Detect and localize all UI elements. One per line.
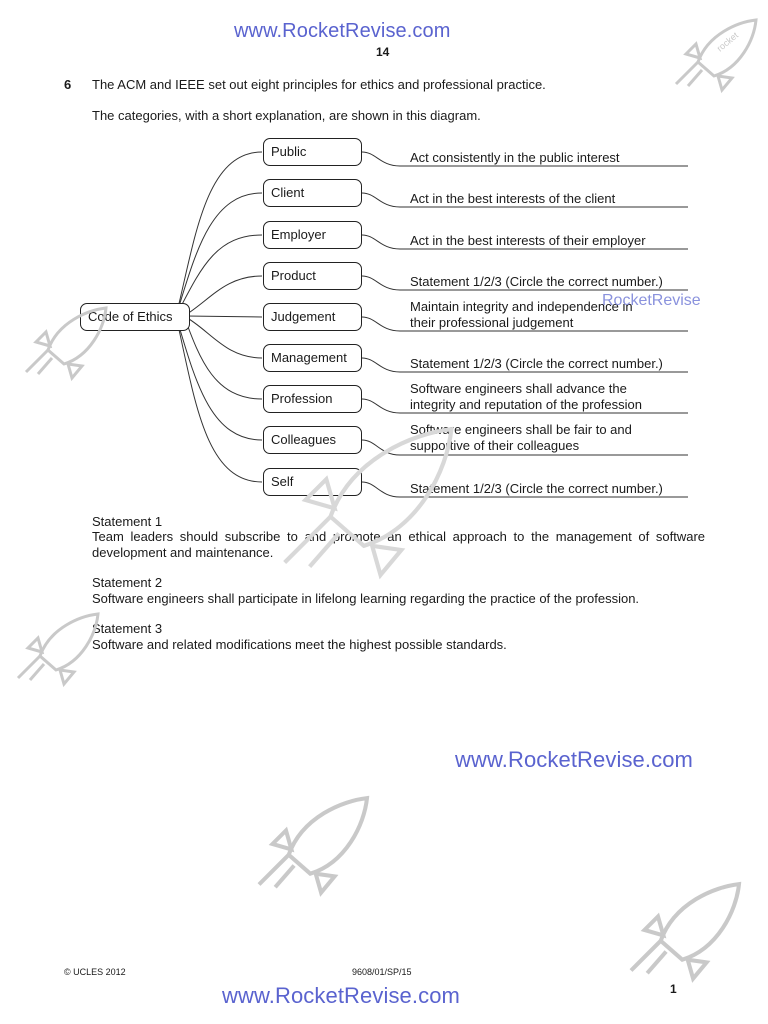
explanation-client: Act in the best interests of the client bbox=[410, 191, 616, 206]
rocket-watermark-icon bbox=[248, 790, 378, 898]
rocket-watermark-icon bbox=[268, 410, 468, 590]
explanation-employer: Act in the best interests of their employer bbox=[410, 233, 646, 248]
branch-node-client: Client bbox=[263, 179, 362, 207]
header-watermark-url[interactable]: www.RocketRevise.com bbox=[234, 20, 451, 42]
branch-node-colleagues: Colleagues bbox=[263, 426, 362, 454]
branch-node-public: Public bbox=[263, 138, 362, 166]
statement-2-heading: Statement 2 bbox=[92, 575, 163, 590]
rocket-watermark-icon bbox=[668, 14, 764, 94]
footer-page-number: 1 bbox=[670, 982, 677, 996]
svg-text:rocket: rocket bbox=[714, 30, 741, 54]
mid-watermark-url[interactable]: www.RocketRevise.com bbox=[455, 747, 693, 772]
explanation-public: Act consistently in the public interest bbox=[410, 150, 620, 165]
footer-watermark-url[interactable]: www.RocketRevise.com bbox=[222, 983, 460, 1008]
question-instruction: The categories, with a short explanation, are shown in this diagram. bbox=[92, 108, 481, 123]
question-intro: The ACM and IEEE set out eight principles for ethics and professional practice. bbox=[92, 77, 546, 92]
rocketrevise-overlay-watermark: RocketRevise bbox=[602, 292, 701, 309]
explanation-profession: Software engineers shall advance the integrity and reputation of the profession bbox=[410, 381, 642, 412]
root-node-code-of-ethics: Code of Ethics bbox=[80, 303, 190, 331]
page-number: 14 bbox=[376, 45, 390, 59]
statement-1-heading: Statement 1 bbox=[92, 514, 163, 529]
explanation-judgement: Maintain integrity and independence in their professional judgement bbox=[410, 299, 633, 330]
statement-2-text: Software engineers shall participate in lifelong learning regarding the practice of the profession. bbox=[92, 591, 640, 606]
statement-1-text: Team leaders should subscribe to and promote an ethical approach to the management of software development and maintenance. bbox=[92, 529, 705, 560]
explanation-management-statement-choice[interactable]: Statement 1/2/3 (Circle the correct number.) bbox=[410, 356, 663, 371]
branch-node-employer: Employer bbox=[263, 221, 362, 249]
branch-node-self: Self bbox=[263, 468, 362, 496]
branch-node-judgement: Judgement bbox=[263, 303, 362, 331]
statement-3-text: Software and related modifications meet the highest possible standards. bbox=[92, 637, 507, 652]
rocket-watermark-icon bbox=[10, 608, 106, 688]
question-number: 6 bbox=[64, 77, 72, 92]
rocket-watermark-icon bbox=[620, 876, 750, 984]
statement-3-heading: Statement 3 bbox=[92, 621, 163, 636]
rocket-watermark-icon bbox=[18, 302, 114, 382]
explanation-product-statement-choice[interactable]: Statement 1/2/3 (Circle the correct number.) bbox=[410, 274, 663, 289]
branch-node-profession: Profession bbox=[263, 385, 362, 413]
explanation-colleagues: Software engineers shall be fair to and supportive of their colleagues bbox=[410, 422, 632, 453]
branch-node-management: Management bbox=[263, 344, 362, 372]
explanation-self-statement-choice[interactable]: Statement 1/2/3 (Circle the correct number.) bbox=[410, 481, 663, 496]
branch-node-product: Product bbox=[263, 262, 362, 290]
footer-paper-code: 9608/01/SP/15 bbox=[352, 967, 412, 977]
footer-copyright: © UCLES 2012 bbox=[64, 967, 126, 977]
